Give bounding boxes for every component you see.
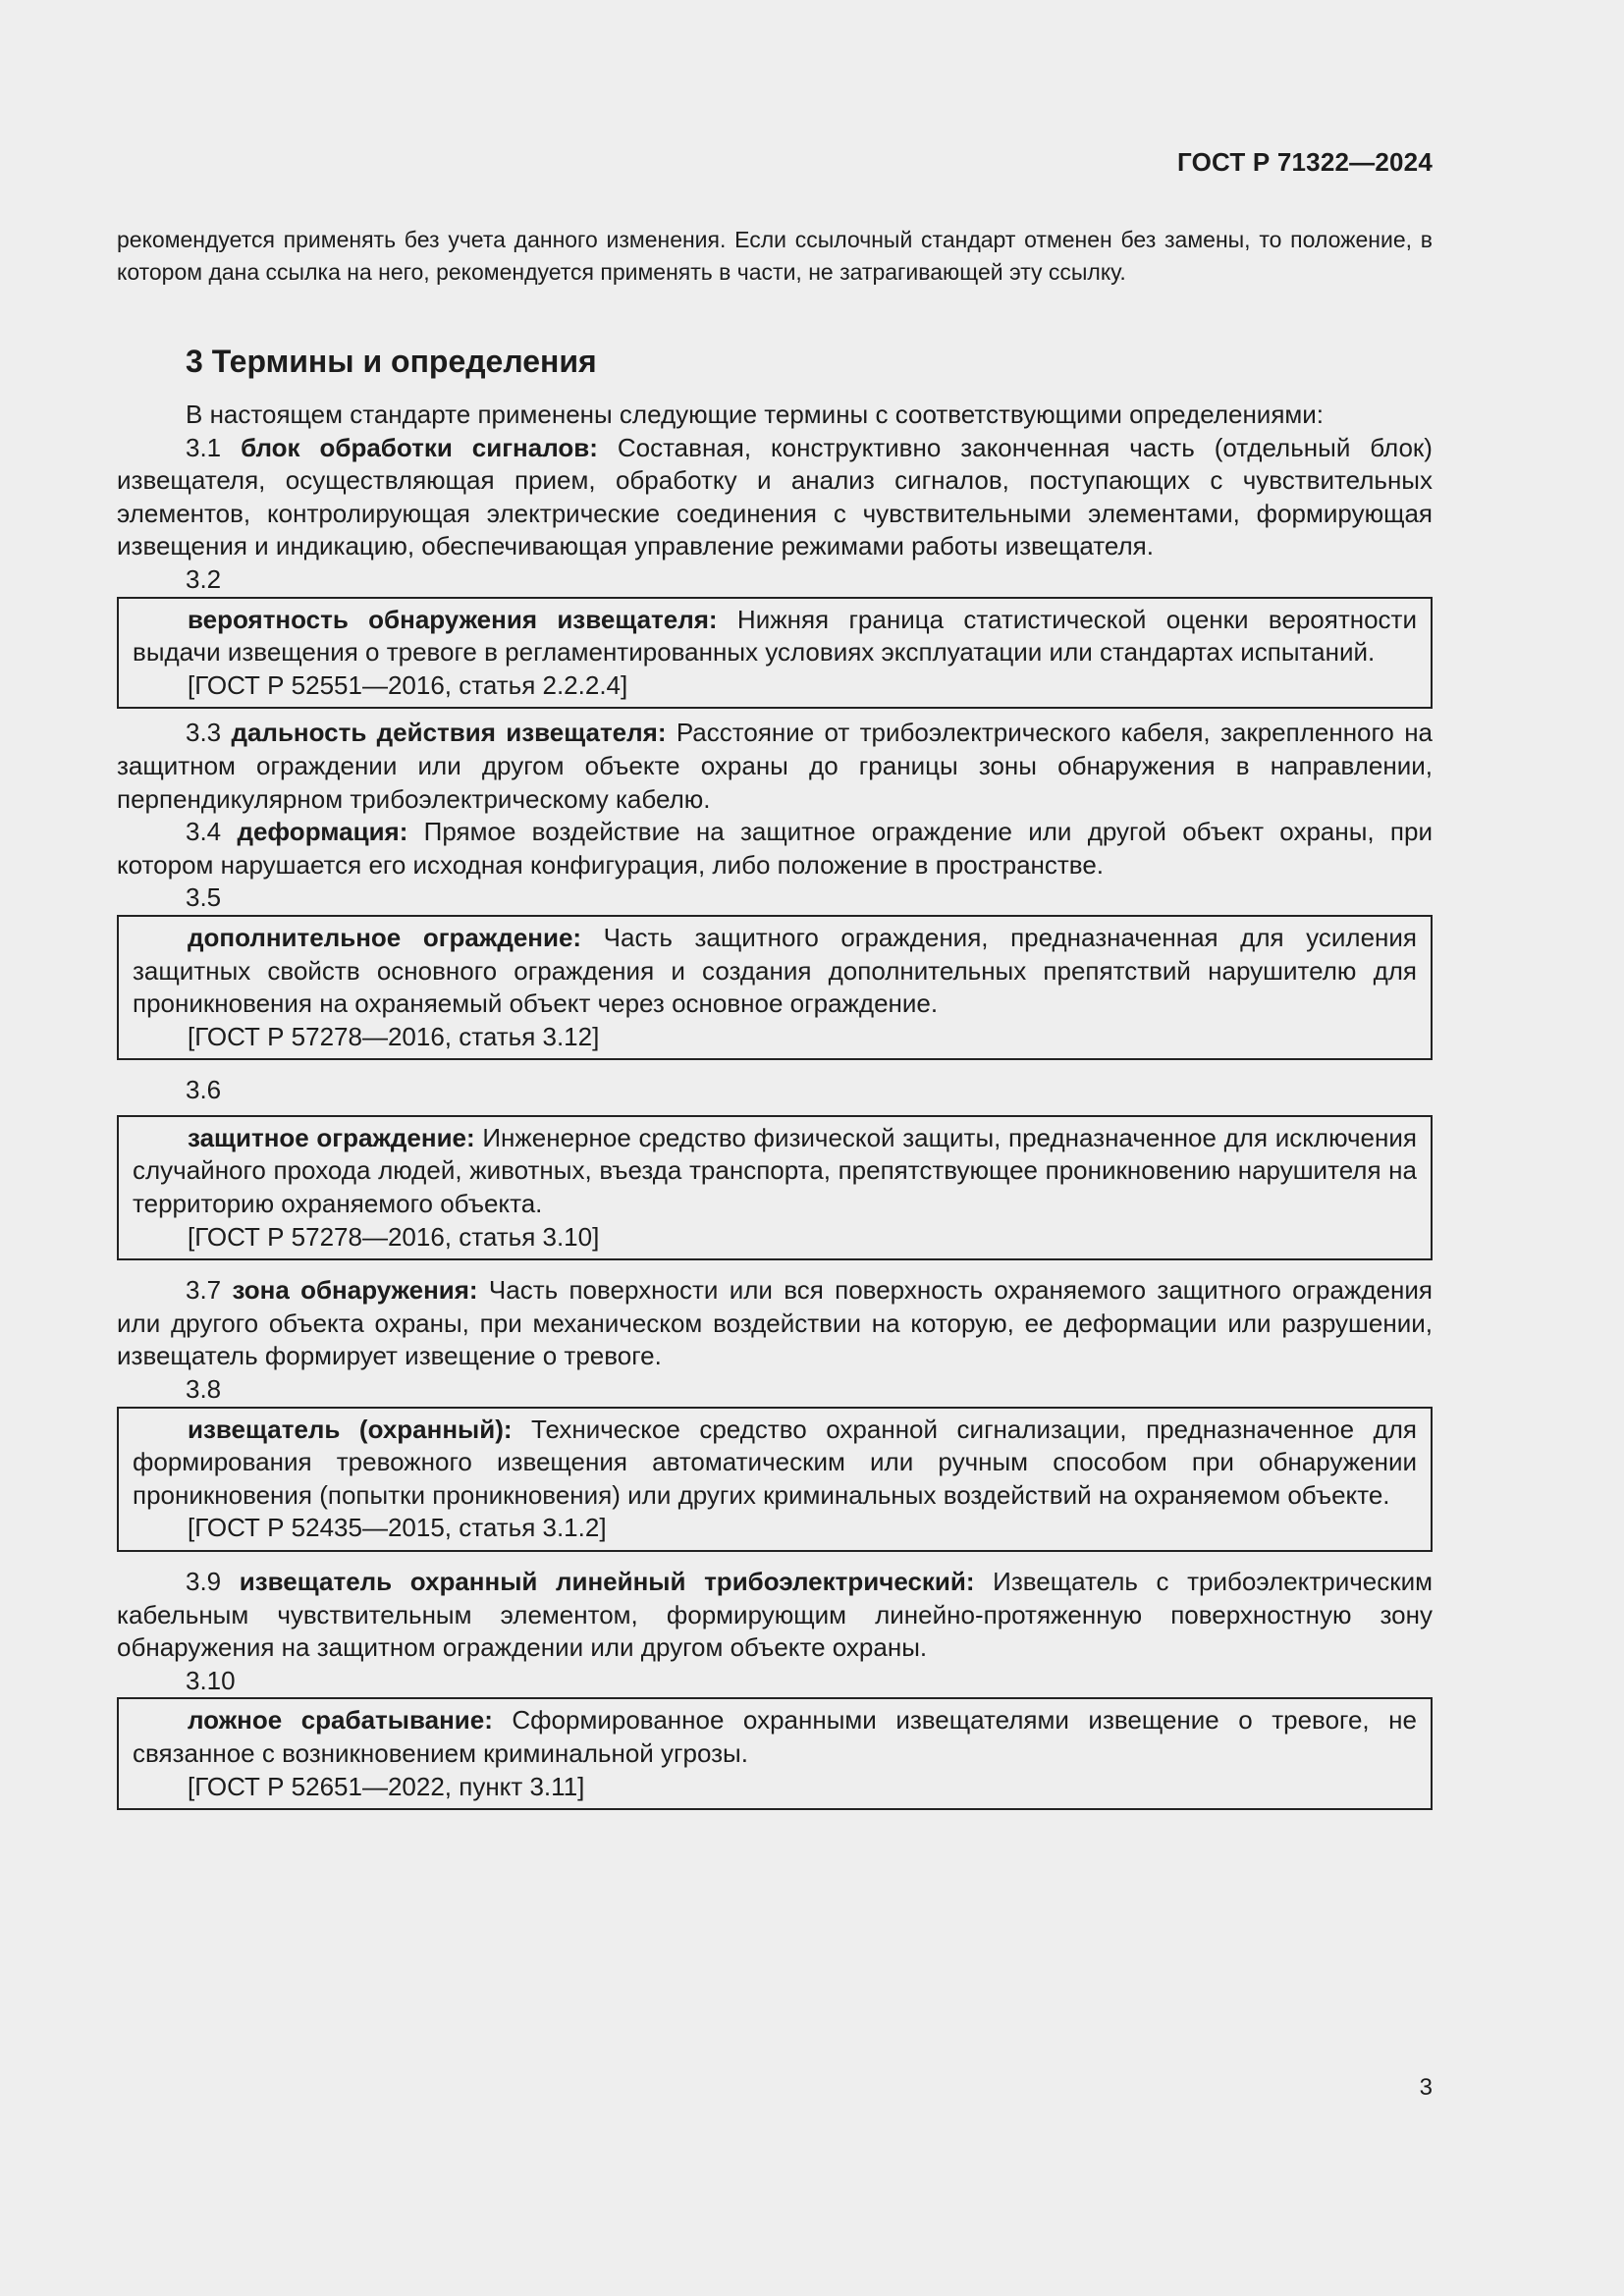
page-number: 3: [1419, 2074, 1433, 2101]
term-definition: Инженерное средство физической защиты, предназначенное для исключения случайного прохода людей, животных, въезда транспорта, препятствующее проникновению нарушителя на территорию охраняемого объекта.: [133, 1122, 1417, 1219]
term-definition: Часть поверхности или вся поверхность охраняемого защитного ограждения или другого объекта охраны, при механическом воздействии на которую, ее деформации или разрушении, извещатель формирует извещение о тревоге.: [117, 1275, 1433, 1371]
document-code: ГОСТ Р 71322—2024: [1177, 147, 1433, 177]
term-number: 3.4: [186, 817, 222, 847]
section-lead: В настоящем стандарте применены следующие термины с соответствующими определениями:: [186, 400, 1325, 429]
term-name: деформация:: [237, 817, 408, 847]
term-source: [ГОСТ Р 52651—2022, пункт 3.11]: [188, 1771, 585, 1801]
term-name: дальность действия извещателя:: [231, 718, 667, 748]
term-box-3-8: [117, 1407, 1433, 1552]
term-name: зона обнаружения:: [232, 1275, 478, 1306]
term-name: ложное срабатывание:: [188, 1705, 493, 1735]
term-3-6: [133, 1122, 1417, 1221]
term-source: [ГОСТ Р 57278—2016, статья 3.12]: [188, 1021, 600, 1051]
term-definition: Извещатель с трибоэлектрическим кабельным чувствительным элементом, формирующим линейно-протяженную поверхностную зону обнаружения на защитном ограждении или другом объекте охраны.: [117, 1567, 1434, 1663]
term-box-3-10: [117, 1697, 1433, 1810]
term-definition: Прямое воздействие на защитное ограждение или другой объект охраны, при котором нарушается его исходная конфигурация, либо положение в пространстве.: [117, 817, 1433, 880]
term-source: [ГОСТ Р 52551—2016, статья 2.2.2.4]: [188, 669, 628, 700]
term-number: 3.7: [186, 1275, 222, 1306]
term-name: вероятность обнаружения извещателя:: [188, 604, 718, 634]
term-source: [ГОСТ Р 57278—2016, статья 3.10]: [188, 1221, 600, 1252]
term-3-8: [133, 1414, 1417, 1513]
term-3-5: [133, 922, 1417, 1021]
term-3-7: [117, 1274, 1433, 1373]
term-box-3-2: [117, 597, 1433, 710]
term-name: извещатель охранный линейный трибоэлектрический:: [239, 1567, 975, 1596]
term-3-10: [133, 1704, 1417, 1770]
section-title: 3 Термины и определения: [186, 344, 597, 379]
term-number: 3.8: [186, 1374, 222, 1405]
term-3-1: [117, 432, 1433, 563]
term-number: 3.9: [186, 1567, 222, 1596]
term-definition: Составная, конструктивно законченная часть (отдельный блок) извещателя, осуществляющая прием, обработку и анализ сигналов, поступающих с чувствительных элементов, контролирующая электрические соединения с чувствительными элементами, формирующая извещения и индикацию, обеспечивающая управление режимами работы извещателя.: [117, 432, 1433, 561]
term-number: 3.1: [186, 432, 222, 462]
term-3-3: [117, 717, 1433, 816]
term-number: 3.5: [186, 882, 222, 913]
term-definition: Расстояние от трибоэлектрического кабеля, закрепленного на защитном ограждении или другом объекте охраны до границы зоны обнаружения в направлении, перпендикулярном трибоэлектрическому кабелю.: [117, 718, 1434, 814]
term-name: защитное ограждение:: [188, 1122, 475, 1152]
term-number: 3.3: [186, 718, 222, 748]
term-3-9: [117, 1566, 1433, 1665]
term-definition: Нижняя граница статистической оценки вероятности выдачи извещения о тревоге в регламентированных условиях эксплуатации или стандартах испытаний.: [133, 604, 1417, 667]
term-number: 3.2: [186, 563, 222, 594]
term-name: дополнительное ограждение:: [188, 922, 582, 952]
term-box-3-5: [117, 915, 1433, 1060]
term-3-2: [133, 604, 1417, 669]
terms-section: [117, 399, 1433, 1810]
term-definition: Техническое средство охранной сигнализации, предназначенное для формирования тревожного извещения автоматическим или ручным способом при обнаружении проникновения (попытки проникновения) или других криминальных воздействий на охраняемом объекте.: [133, 1414, 1417, 1510]
term-name: извещатель (охранный):: [188, 1414, 513, 1444]
term-3-4: [117, 816, 1433, 881]
term-number: 3.10: [186, 1665, 236, 1695]
intro-paragraph: рекомендуется применять без учета данного изменения. Если ссылочный стандарт отменен без замены, то положение, в котором дана ссылка на него, рекомендуется применять в части, не затрагивающей эту ссылку.: [117, 227, 1433, 285]
term-source: [ГОСТ Р 52435—2015, статья 3.1.2]: [188, 1513, 607, 1543]
term-name: блок обработки сигналов:: [241, 432, 598, 462]
term-number: 3.6: [186, 1075, 222, 1105]
term-definition: Сформированное охранными извещателями извещение о тревоге, не связанное с возникновением криминальной угрозы.: [133, 1705, 1417, 1768]
term-definition: Часть защитного ограждения, предназначенная для усиления защитных свойств основного ограждения и создания дополнительных препятствий нарушителю для проникновения на охраняемый объект через основное ограждение.: [133, 922, 1417, 1019]
term-box-3-6: [117, 1115, 1433, 1260]
